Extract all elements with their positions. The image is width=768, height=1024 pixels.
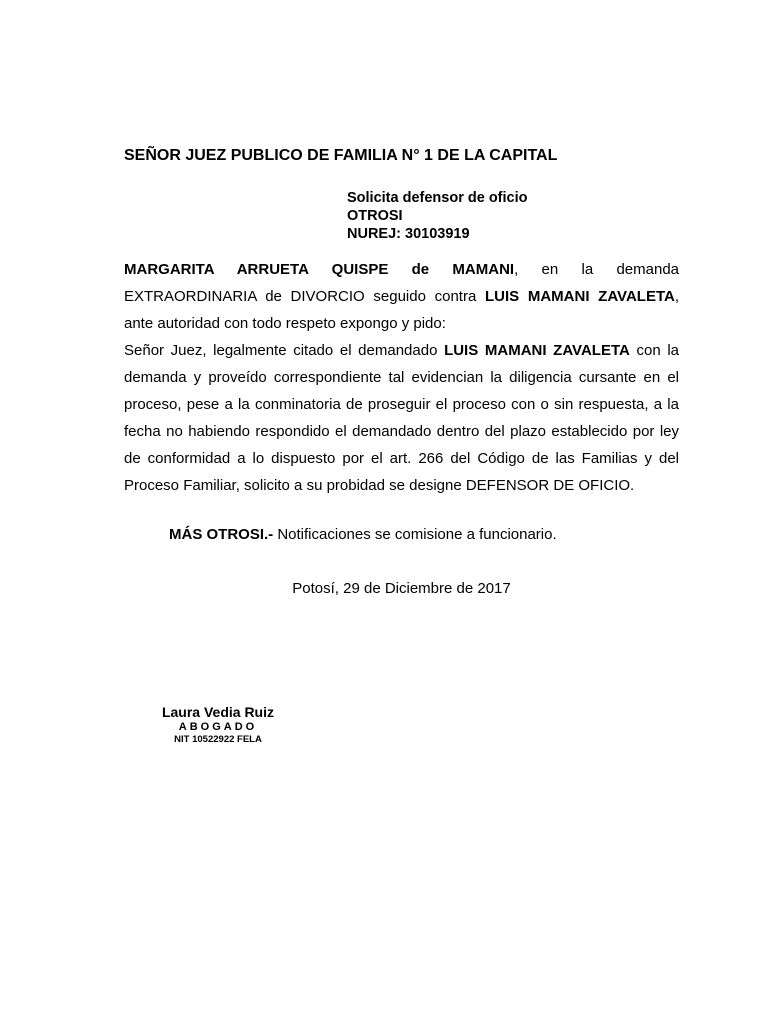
otrosi-text: Notificaciones se comisione a funcionario. bbox=[273, 526, 557, 543]
body-paragraph-request bbox=[124, 337, 679, 499]
signer-name: Laura Vedia Ruiz bbox=[161, 704, 275, 720]
otrosi-line bbox=[169, 526, 557, 543]
place-date: Potosí, 29 de Diciembre de 2017 bbox=[292, 580, 511, 597]
request-text-b: con la demanda y proveído correspondiente tal evidencian la diligencia cursante en el proceso, pese a la conminatoria de proseguir el proceso con o sin respuesta, a la fecha no habiendo respondido el demandado dentro del plazo establecido por ley de conformidad a lo dispuesto por el art. 266 del Código de las Familias y del Proceso Familiar, solicito a su probidad se designe DEFENSOR DE OFICIO. bbox=[124, 342, 679, 494]
subject-line-otrosi: OTROSI bbox=[347, 208, 403, 224]
document-heading: SEÑOR JUEZ PUBLICO DE FAMILIA N° 1 DE LA CAPITAL bbox=[124, 147, 558, 164]
request-text-a: Señor Juez, legalmente citado el demandado bbox=[124, 342, 445, 359]
body-paragraph-intro bbox=[124, 256, 679, 337]
signer-title: ABOGADO bbox=[178, 721, 258, 733]
intro-text-a: , en la demanda EXTRAORDINARIA de DIVORCIO seguido contra bbox=[124, 261, 680, 305]
plaintiff-name: MARGARITA ARRUETA QUISPE de MAMANI bbox=[124, 261, 515, 278]
signature-block bbox=[150, 704, 286, 745]
signer-nit: NIT 10522922 FELA bbox=[174, 734, 262, 745]
subject-line-nurej: NUREJ: 30103919 bbox=[347, 226, 470, 242]
document-body bbox=[124, 256, 679, 499]
defendant-name: LUIS MAMANI ZAVALETA bbox=[485, 288, 675, 305]
otrosi-label: MÁS OTROSI.- bbox=[169, 526, 274, 543]
subject-block bbox=[347, 189, 527, 243]
defendant-name-repeat: LUIS MAMANI ZAVALETA bbox=[444, 342, 630, 359]
subject-line-request: Solicita defensor de oficio bbox=[347, 190, 528, 206]
intro-text-b: , ante autoridad con todo respeto expongo y pido: bbox=[124, 288, 679, 332]
